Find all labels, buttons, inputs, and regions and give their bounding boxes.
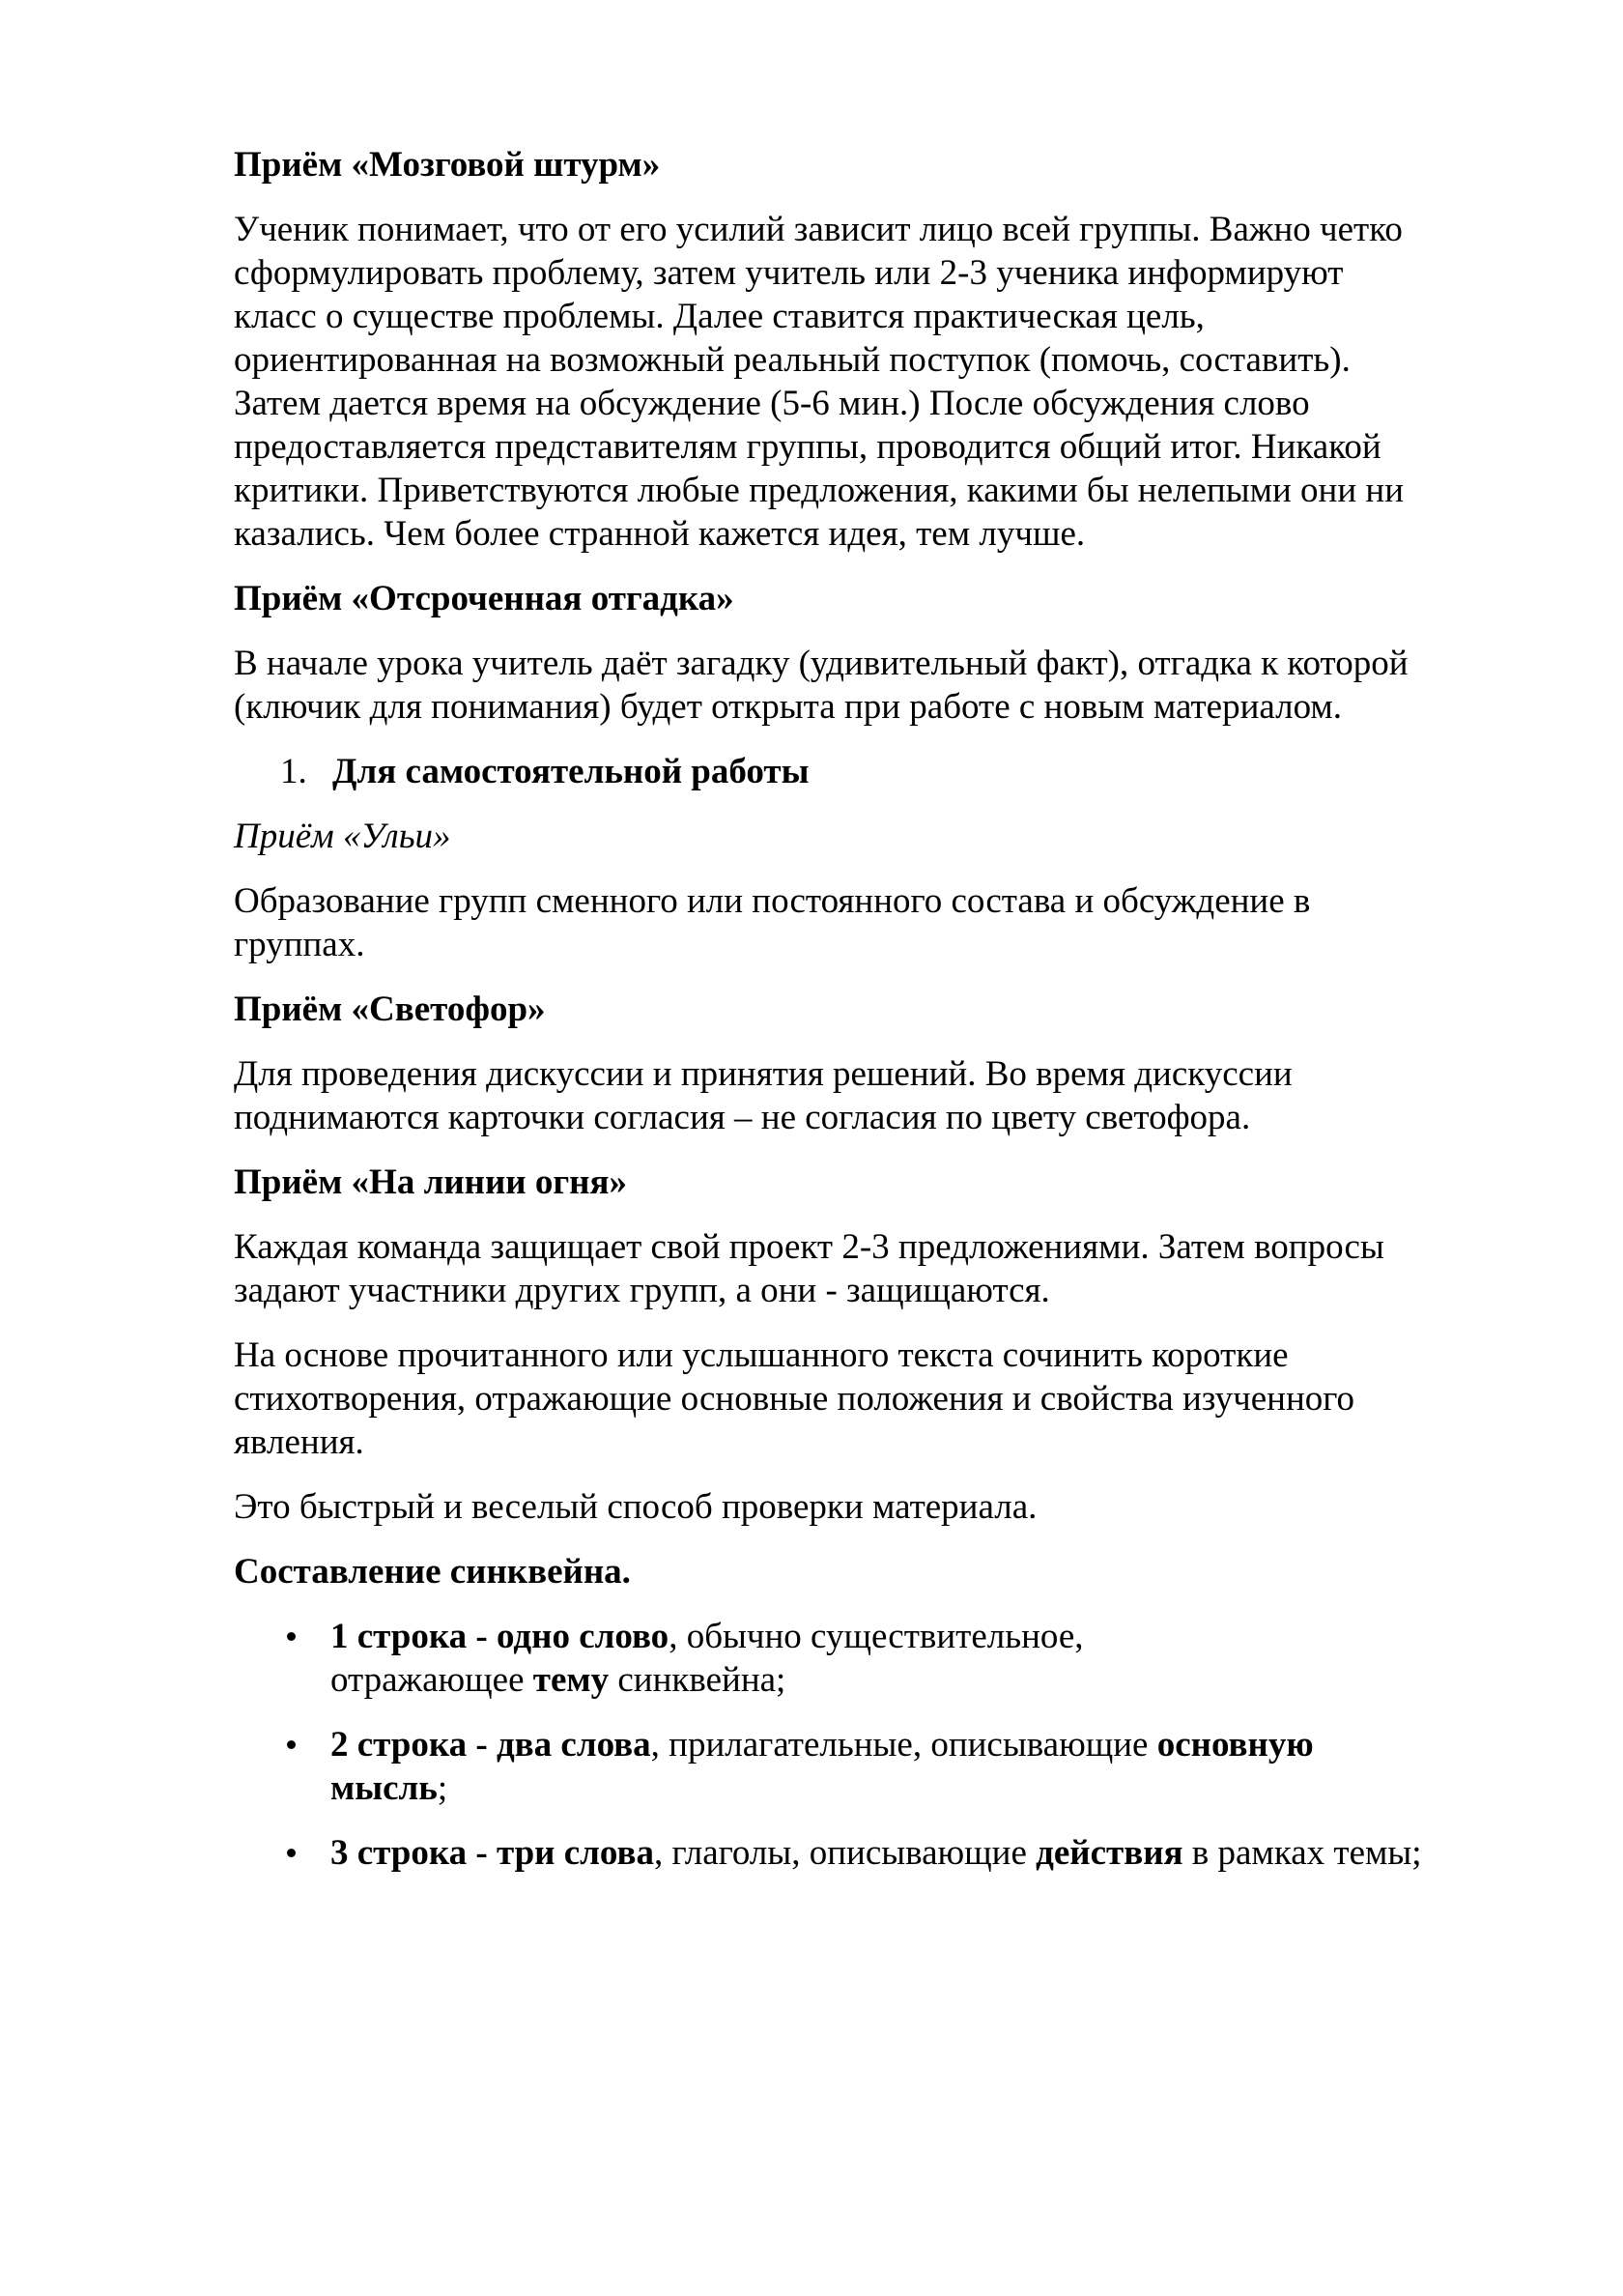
hives-paragraph (234, 879, 1519, 966)
separator: - (467, 1725, 497, 1765)
list-item (234, 1615, 1519, 1702)
list-number: 1. (280, 752, 307, 791)
text: , обычно существительное, (669, 1617, 1084, 1656)
text-line: явления. (234, 1422, 364, 1462)
text-line: На основе прочитанного или услышанного текста сочинить короткие (234, 1335, 1289, 1375)
bullet-icon (287, 1849, 296, 1857)
bold-text: 1 строка (330, 1617, 468, 1656)
text-line: критики. Приветствуются любые предложения, какими бы нелепыми они ни (234, 471, 1404, 510)
text-line: задают участники других групп, а они - защищаются. (234, 1271, 1050, 1310)
text-line: Затем дается время на обсуждение (5-6 мин.) После обсуждения слово (234, 384, 1310, 423)
document-page (234, 143, 1519, 1896)
bold-text: одно слово (496, 1617, 669, 1656)
text: , прилагательные, описывающие (650, 1725, 1157, 1765)
fire-line-heading: Приём «На линии огня» (234, 1162, 627, 1202)
text-line: класс о существе проблемы. Далее ставится практическая цель, (234, 297, 1205, 336)
text-line: стихотворения, отражающие основные положения и свойства изученного (234, 1379, 1355, 1419)
text: , глаголы, описывающие (653, 1833, 1037, 1873)
bullet-icon (287, 1740, 296, 1749)
bold-text: основную (1156, 1725, 1314, 1765)
independent-work-heading (234, 750, 1519, 793)
list-item (234, 1831, 1519, 1875)
separator: - (467, 1617, 497, 1656)
fire-line-paragraph (234, 1225, 1519, 1312)
poems-paragraph (234, 1334, 1519, 1464)
brainstorm-paragraph (234, 208, 1519, 556)
text: отражающее (330, 1660, 533, 1700)
text-line: Ученик понимает, что от его усилий зависит лицо всей группы. Важно четко (234, 210, 1403, 249)
text-line: предоставляется представителям группы, проводится общий итог. Никакой (234, 427, 1381, 467)
independent-work-title: Для самостоятельной работы (332, 752, 810, 791)
traffic-light-heading: Приём «Светофор» (234, 990, 546, 1029)
text-line: Для проведения дискуссии и принятия решений. Во время дискуссии (234, 1054, 1293, 1094)
bold-text: три слова (496, 1833, 654, 1873)
brainstorm-heading: Приём «Мозговой штурм» (234, 145, 661, 185)
quick-check-paragraph: Это быстрый и веселый способ проверки материала. (234, 1487, 1038, 1527)
text-line: Каждая команда защищает свой проект 2-3 предложениями. Затем вопросы (234, 1227, 1384, 1267)
bold-text: мысль (330, 1768, 438, 1808)
text-line: ориентированная на возможный реальный поступок (помочь, составить). (234, 340, 1351, 380)
bold-text: тему (532, 1660, 610, 1700)
list-item (234, 1723, 1519, 1810)
text: ; (437, 1768, 448, 1808)
text-line: группах. (234, 925, 365, 964)
text-line: сформулировать проблему, затем учитель или 2-3 ученика информируют (234, 253, 1344, 293)
traffic-light-paragraph (234, 1052, 1519, 1139)
cinquain-heading: Составление синквейна. (234, 1552, 631, 1592)
bold-text: действия (1036, 1833, 1183, 1873)
text: в рамках темы; (1182, 1833, 1422, 1873)
text-line: поднимаются карточки согласия – не согласия по цвету светофора. (234, 1098, 1251, 1137)
cinquain-list (234, 1615, 1519, 1875)
text-line: Образование групп сменного или постоянного состава и обсуждение в (234, 881, 1311, 921)
text: синквейна; (609, 1660, 786, 1700)
bullet-icon (287, 1632, 296, 1641)
text-line: казались. Чем более странной кажется идея, тем лучше. (234, 514, 1086, 554)
separator: - (467, 1833, 497, 1873)
bold-text: 3 строка (330, 1833, 468, 1873)
text-line: (ключик для понимания) будет открыта при работе с новым материалом. (234, 687, 1343, 727)
bold-text: два слова (496, 1725, 651, 1765)
text-line: В начале урока учитель даёт загадку (удивительный факт), отгадка к которой (234, 644, 1409, 683)
delayed-guess-paragraph (234, 642, 1519, 729)
delayed-guess-heading: Приём «Отсроченная отгадка» (234, 579, 734, 618)
bold-text: 2 строка (330, 1725, 468, 1765)
hives-heading: Приём «Ульи» (234, 817, 451, 856)
